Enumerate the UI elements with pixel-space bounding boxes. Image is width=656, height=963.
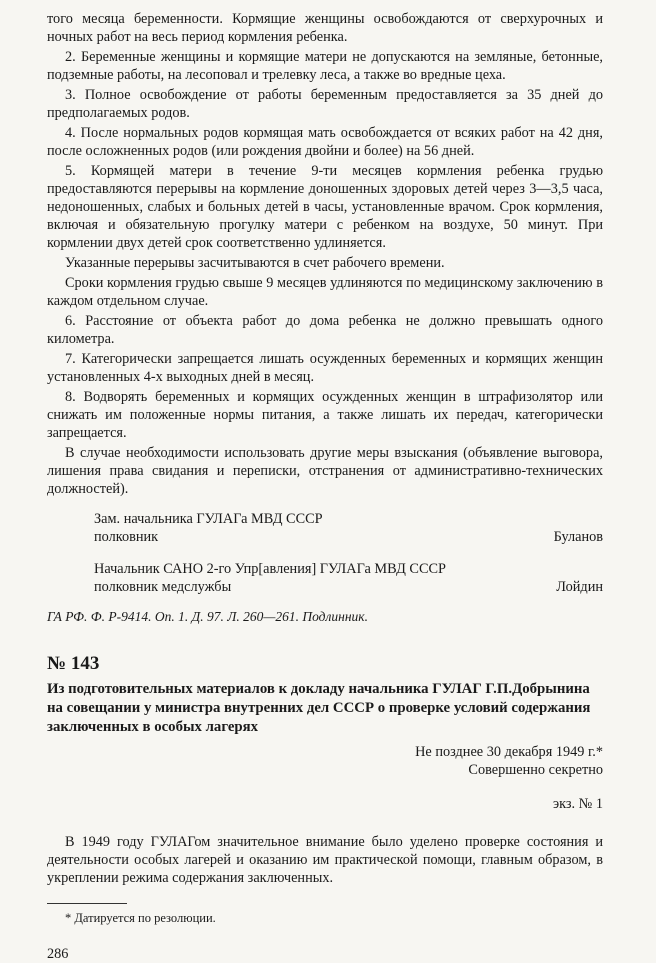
signature-title: Начальник САНО 2-го Упр[авления] ГУЛАГа МВД СССР (94, 561, 446, 577)
paragraph: 8. Водворять беременных и кормящих осужденных женщин в штрафизолятор или снижать им положенные нормы питания, а также лишать их передач, категорически запрещается. (47, 389, 603, 441)
archive-source: ГА РФ. Ф. Р-9414. Оп. 1. Д. 97. Л. 260—261. Подлинник. (47, 609, 368, 624)
signature-block-2 (94, 560, 603, 596)
paragraph: Сроки кормления грудью свыше 9 месяцев удлиняются по медицинскому заключению в каждом отдельном случае. (47, 275, 603, 309)
document-body: В 1949 году ГУЛАГом значительное внимание было уделено проверке состояния и деятельности особых лагерей и оказанию им практической помощи, главным образом, в укреплении режима содержания заключенных. (47, 834, 603, 886)
signature-block-1 (94, 510, 603, 546)
paragraph: 3. Полное освобождение от работы беременным предоставляется за 35 дней до предполагаемых родов. (47, 87, 603, 121)
document-date: Не позднее 30 декабря 1949 г.* (415, 744, 603, 760)
signature-rank: полковник медслужбы (94, 579, 232, 595)
paragraph: 6. Расстояние от объекта работ до дома ребенка не должно превышать одного километра. (47, 313, 603, 347)
paragraph: 7. Категорически запрещается лишать осужденных беременных и кормящих женщин установленных 4-х выходных дней в месяц. (47, 351, 603, 385)
signature-name: Лойдин (556, 579, 603, 595)
footnote: * Датируется по резолюции. (65, 911, 216, 925)
signature-name: Буланов (553, 529, 603, 545)
paragraph: 2. Беременные женщины и кормящие матери не допускаются на земляные, бетонные, подземные работы, на лесоповал и трелевку леса, а также во вредные цеха. (47, 49, 603, 83)
secrecy-stamp: Совершенно секретно (468, 762, 603, 778)
document-number: № 143 (47, 653, 100, 674)
copy-number: экз. № 1 (552, 796, 603, 812)
document-title: Из подготовительных материалов к докладу начальника ГУЛАГ Г.П.Добрынина на совещании у министра внутренних дел СССР о проверке условий содержания заключенных в особых лагерях (47, 681, 591, 735)
paragraph: того месяца беременности. Кормящие женщины освобождаются от сверхурочных и ночных работ на весь период кормления ребенка. (47, 11, 603, 45)
paragraph: В случае необходимости использовать другие меры взыскания (объявление выговора, лишения права свидания и переписки, отстранения от административно-технических должностей). (47, 445, 603, 497)
paragraph: Указанные перерывы засчитываются в счет рабочего времени. (65, 255, 445, 271)
paragraph: 4. После нормальных родов кормящая мать освобождается от всяких работ на 42 дня, после осложненных родов (или рождения двойни и более) на 56 дней. (47, 125, 603, 159)
signature-title: Зам. начальника ГУЛАГа МВД СССР (94, 511, 323, 527)
footnote-divider (47, 903, 127, 904)
document-page (47, 10, 603, 963)
page-number: 286 (47, 946, 69, 962)
body-text (47, 10, 603, 498)
paragraph: 5. Кормящей матери в течение 9-ти месяцев кормления ребенка грудью предоставляются перерывы на кормление доношенных здоровых детей через 3—3,5 часа, недоношенных, слабых и больных детей в часы, установленные врачом. Срок кормления, включая и обязательную прогулку матери с ребенком на воздухе, 50 минут. При кормлении двух детей срок соответственно удлиняется. (47, 163, 603, 251)
signature-rank: полковник (94, 529, 159, 545)
